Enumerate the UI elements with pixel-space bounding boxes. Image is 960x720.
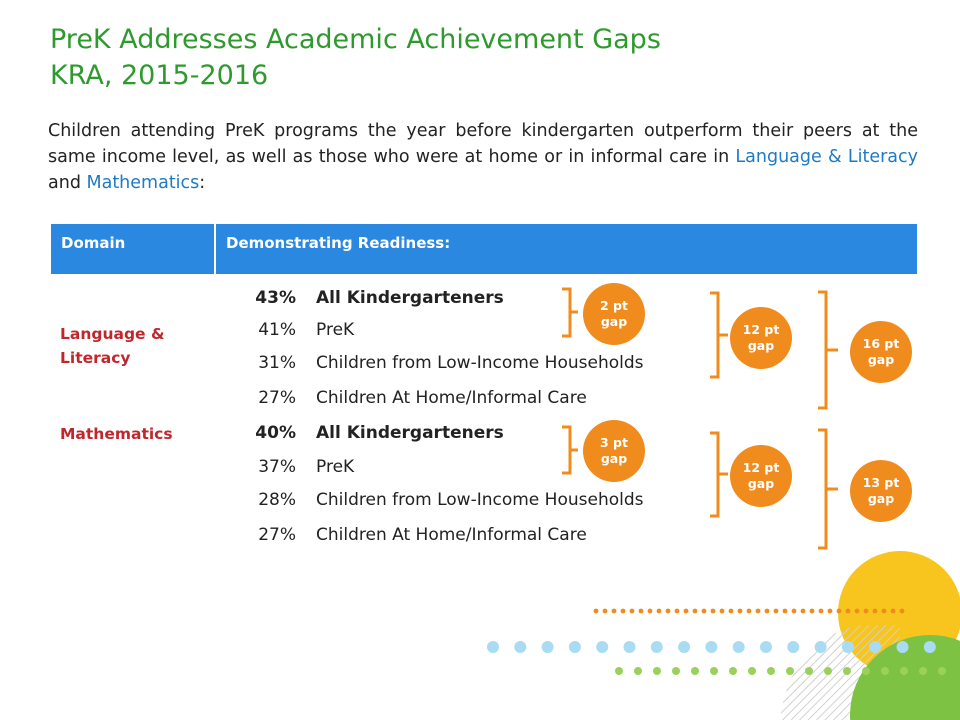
row-percent: 27% [258,388,296,408]
row-group-name: PreK [316,457,355,477]
decorative-dot [672,667,680,675]
decorative-dot [900,667,908,675]
header-demonstrating-readiness: Demonstrating Readiness: [226,234,451,252]
decorative-dot [924,641,936,653]
row-group-name: Children from Low-Income Households [316,353,644,373]
decorative-dot [801,609,806,614]
row-percent: 43% [255,288,296,308]
decorative-dot [862,667,870,675]
decorative-dot [720,609,725,614]
decorative-dot [691,667,699,675]
decorative-dot [678,641,690,653]
decorative-dot [828,609,833,614]
page-title: PreK Addresses Academic Achievement Gaps [50,24,661,55]
decorative-dot [648,609,653,614]
intro-highlight-math: Mathematics [86,173,200,193]
intro-and: and [48,173,87,193]
gap-badge-value: 12 pt [742,460,780,475]
decorative-dot [864,609,869,614]
decorative-dot [596,641,608,653]
decorative-dot [747,609,752,614]
row-percent: 28% [258,490,296,510]
decorative-dot [837,609,842,614]
decorative-dot [767,667,775,675]
row-percent: 31% [258,353,296,373]
decorative-dot [624,641,636,653]
decorative-dot [783,609,788,614]
decorative-dot [846,609,851,614]
decorative-dot [815,641,827,653]
decorative-dot [693,609,698,614]
decorative-dot [919,667,927,675]
intro-end: : [199,173,206,193]
decorative-dot [748,667,756,675]
decorative-dot [657,609,662,614]
decorative-dot [653,667,661,675]
decorative-dot [891,609,896,614]
decorative-dot [542,641,554,653]
decorative-dot [786,667,794,675]
page-subtitle: KRA, 2015-2016 [50,60,269,91]
decorative-dot [487,641,499,653]
gap-badge-label: gap [867,352,895,367]
decorative-dot [666,609,671,614]
decorative-dot [705,641,717,653]
decorative-dot [792,609,797,614]
decorative-dot [603,609,608,614]
decorative-dot [765,609,770,614]
domain-label-mathematics: Mathematics [60,425,173,443]
gap-badge-value: 2 pt [600,298,628,313]
decorative-dot [842,641,854,653]
decorative-dot [702,609,707,614]
decorative-dot [897,641,909,653]
decorative-dot [634,667,642,675]
decorative-dot [805,667,813,675]
decorative-dot [729,609,734,614]
decorative-dot [787,641,799,653]
decorative-dot [651,641,663,653]
row-group-name: All Kindergarteners [316,423,504,443]
decorative-dot [756,609,761,614]
decorative-dot [810,609,815,614]
gap-badge-label: gap [600,451,628,466]
decorative-dot [733,641,745,653]
decorative-dot [938,667,946,675]
decorative-dot [594,609,599,614]
row-group-name: Children At Home/Informal Care [316,388,587,408]
domain-label-language-literacy: Language & Literacy [60,325,165,367]
decorative-dot [639,609,644,614]
decorative-dot [729,667,737,675]
intro-highlight-literacy: Language & Literacy [735,147,918,167]
gap-badge-value: 12 pt [742,322,780,337]
orange-dot-row [594,609,905,614]
decorative-dot [612,609,617,614]
decorative-dot [711,609,716,614]
row-percent: 27% [258,525,296,545]
decorative-dot [843,667,851,675]
decorative-dot [819,609,824,614]
row-group-name: Children At Home/Informal Care [316,525,587,545]
decorative-dot [569,641,581,653]
decorative-dot [881,667,889,675]
gap-badge-value: 16 pt [862,336,900,351]
decorative-dot [900,609,905,614]
decorative-dot [873,609,878,614]
row-group-name: Children from Low-Income Households [316,490,644,510]
decorative-dot [774,609,779,614]
intro-text: Children attending PreK programs the year before kindergarten outperform their peers at the same income level, as well as those who were at home or in informal care in [48,121,918,167]
row-percent: 40% [255,423,296,443]
decorative-dot [738,609,743,614]
decorative-dot [630,609,635,614]
decorative-dot [855,609,860,614]
gap-badge-value: 13 pt [862,475,900,490]
decorative-dot [882,609,887,614]
row-group-name: All Kindergarteners [316,288,504,308]
gap-badge-label: gap [867,491,895,506]
gap-badge-label: gap [747,338,775,353]
decorative-dot [869,641,881,653]
decorative-dot [621,609,626,614]
row-group-name: PreK [316,320,355,340]
decorative-dot [760,641,772,653]
decorative-dot [675,609,680,614]
decorative-dot [684,609,689,614]
row-percent: 37% [258,457,296,477]
row-percent: 41% [258,320,296,340]
decorative-dot [615,667,623,675]
gap-badge-label: gap [600,314,628,329]
gap-badge-value: 3 pt [600,435,628,450]
decorative-dot [824,667,832,675]
gap-badge-label: gap [747,476,775,491]
decorative-dot [514,641,526,653]
decorative-dot [710,667,718,675]
header-domain: Domain [61,234,126,252]
